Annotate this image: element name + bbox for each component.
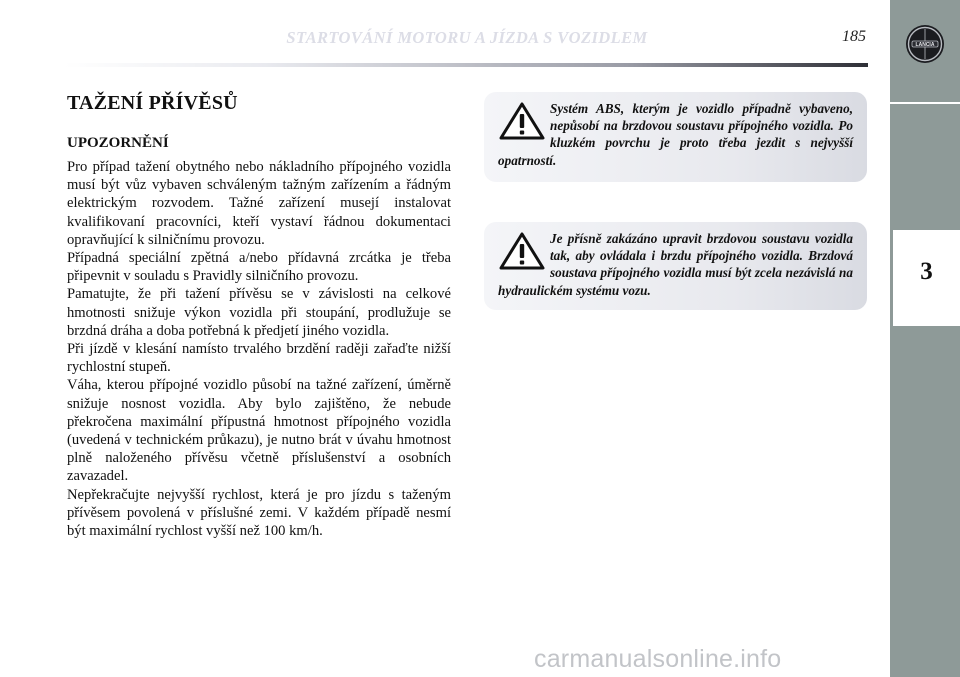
sidebar-divider xyxy=(890,102,960,104)
running-header: STARTOVÁNÍ MOTORU A JÍZDA S VOZIDLEM xyxy=(286,28,648,47)
page-number: 185 xyxy=(842,28,866,45)
paragraph: Pro případ tažení obytného nebo nákladního přípojného vozidla musí být vůz vybaven schváleným tažným zařízením a řádným elektrickým rozvodem. Tažné zařízení musejí instalovat kvalifikovaní pracovníci, kteří vystaví řádnou dokumentaci opravňující k silničnímu provozu. xyxy=(67,159,451,248)
warning-triangle-icon xyxy=(499,102,545,140)
paragraph: Pamatujte, že při tažení přívěsu se v závislosti na celkové hmotnosti snižuje výkon vozidla při stoupání, prodlužuje se brzdná dráha a doba potřebná k předjetí jiného vozidla. xyxy=(67,286,451,339)
paragraph: Nepřekračujte nejvyšší rychlost, která je pro jízdu s taženým přívěsem povolená v příslušné zemi. V každém případě nesmí být maximální rychlost vyšší než 100 km/h. xyxy=(67,486,451,540)
paragraph: Váha, kterou přípojné vozidlo působí na tažné zařízení, úměrně snižuje nosnost vozidla. Aby bylo zajištěno, že nebude překročena maximální přípustná hmotnost přípojného vozidla (uvedená v technickém průkazu), je nutno brát v úvahu hmotnost plně naloženého přívěsu včetně příslušenství a osobních zavazadel. xyxy=(67,377,451,485)
chapter-number: 3 xyxy=(920,258,933,285)
warning-text: Je přísně zakázáno upravit brzdovou soustavu vozidla tak, aby ovládala i brzdu přípojného vozidla. Brzdová soustava přípojného vozidla musí být zcela nezávislá na hydraulickém systému vozu. xyxy=(498,231,853,298)
lancia-logo xyxy=(905,24,945,64)
watermark: carmanualsonline.info xyxy=(534,645,782,673)
header-rule xyxy=(64,63,868,67)
paragraph: Případná speciální zpětná a/nebo přídavná zrcátka je třeba připevnit v souladu s Pravidly silničního provozu. xyxy=(67,250,451,285)
paragraph: Při jízdě v klesání namísto trvalého brzdění raději zařaďte nižší rychlostní stupeň. xyxy=(67,341,451,376)
warning-box-brakes xyxy=(484,222,867,310)
section-subtitle: UPOZORNĚNÍ xyxy=(67,135,169,151)
logo-text: LANCIA xyxy=(915,42,935,48)
body-text xyxy=(67,158,451,540)
warning-triangle-icon xyxy=(499,232,545,270)
section-title: TAŽENÍ PŘÍVĚSŮ xyxy=(67,92,238,114)
warning-text: Systém ABS, kterým je vozidlo případně vybaveno, nepůsobí na brzdovou soustavu přípojného vozidla. Po kluzkém povrchu je proto třeba jezdit s nejvyšší opatrností. xyxy=(498,101,853,168)
warning-box-abs xyxy=(484,92,867,182)
